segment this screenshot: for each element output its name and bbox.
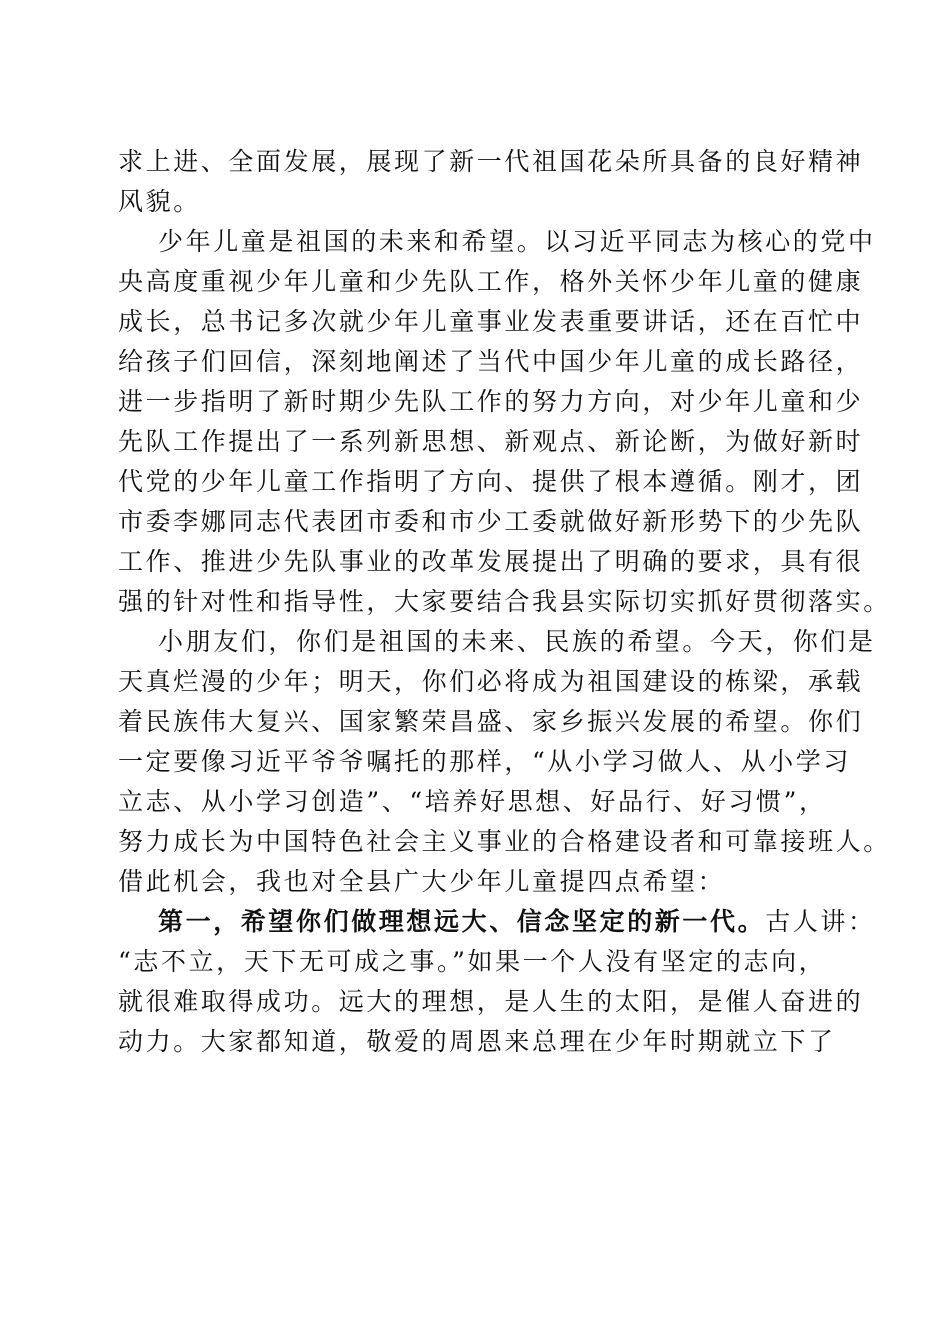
text-line: 工作、推进少先队事业的改革发展提出了明确的要求，具有很 [118, 547, 864, 576]
heading-continuation: 古人讲： [765, 907, 876, 936]
text-line: 借此机会，我也对全县广大少年儿童提四点希望： [118, 867, 726, 896]
text-line: 进一步指明了新时期少先队工作的努力方向，对少年儿童和少 [118, 387, 864, 416]
text-line: 动力。大家都知道，敬爱的周恩来总理在少年时期就立下了 [118, 1027, 836, 1056]
text-line: 成长，总书记多次就少年儿童事业发表重要讲话，还在百忙中 [118, 307, 864, 336]
text-line: 努力成长为中国特色社会主义事业的合格建设者和可靠接班人。 [118, 827, 891, 856]
text-line: 先队工作提出了一系列新思想、新观点、新论断，为做好新时 [118, 427, 864, 456]
text-line: 给孩子们回信，深刻地阐述了当代中国少年儿童的成长路径， [118, 347, 864, 376]
text-line: 代党的少年儿童工作指明了方向、提供了根本遵循。刚才，团 [118, 467, 864, 496]
text-line: 着民族伟大复兴、国家繁荣昌盛、家乡振兴发展的希望。你们 [118, 707, 864, 736]
text-line: 强的针对性和指导性，大家要结合我县实际切实抓好贯彻落实。 [118, 587, 891, 616]
text-line: “志不立，天下无可成之事。”如果一个人没有坚定的志向， [118, 947, 827, 976]
text-line: 就很难取得成功。远大的理想，是人生的太阳，是催人奋进的 [118, 987, 864, 1016]
body-text [118, 142, 891, 1062]
bold-heading: 第一，希望你们做理想远大、信念坚定的新一代。 [158, 907, 766, 936]
paragraph-start-line: 小朋友们，你们是祖国的未来、民族的希望。今天，你们是 [158, 627, 876, 656]
text-line: 求上进、全面发展，展现了新一代祖国花朵所具备的良好精神 [118, 147, 864, 176]
paragraph-start-line: 少年儿童是祖国的未来和希望。以习近平同志为核心的党中 [158, 227, 876, 256]
text-line: 一定要像习近平爷爷嘱托的那样，“从小学习做人、从小学习 [118, 747, 851, 776]
text-line: 市委李娜同志代表团市委和市少工委就做好新形势下的少先队 [118, 507, 864, 536]
paragraph-start-line [118, 902, 876, 942]
text-line: 立志、从小学习创造”、“培养好思想、好品行、好习惯”， [118, 787, 827, 816]
text-line: 风貌。 [118, 187, 201, 216]
text-line: 天真烂漫的少年；明天，你们必将成为祖国建设的栋梁，承载 [118, 667, 864, 696]
text-line: 央高度重视少年儿童和少先队工作，格外关怀少年儿童的健康 [118, 267, 864, 296]
